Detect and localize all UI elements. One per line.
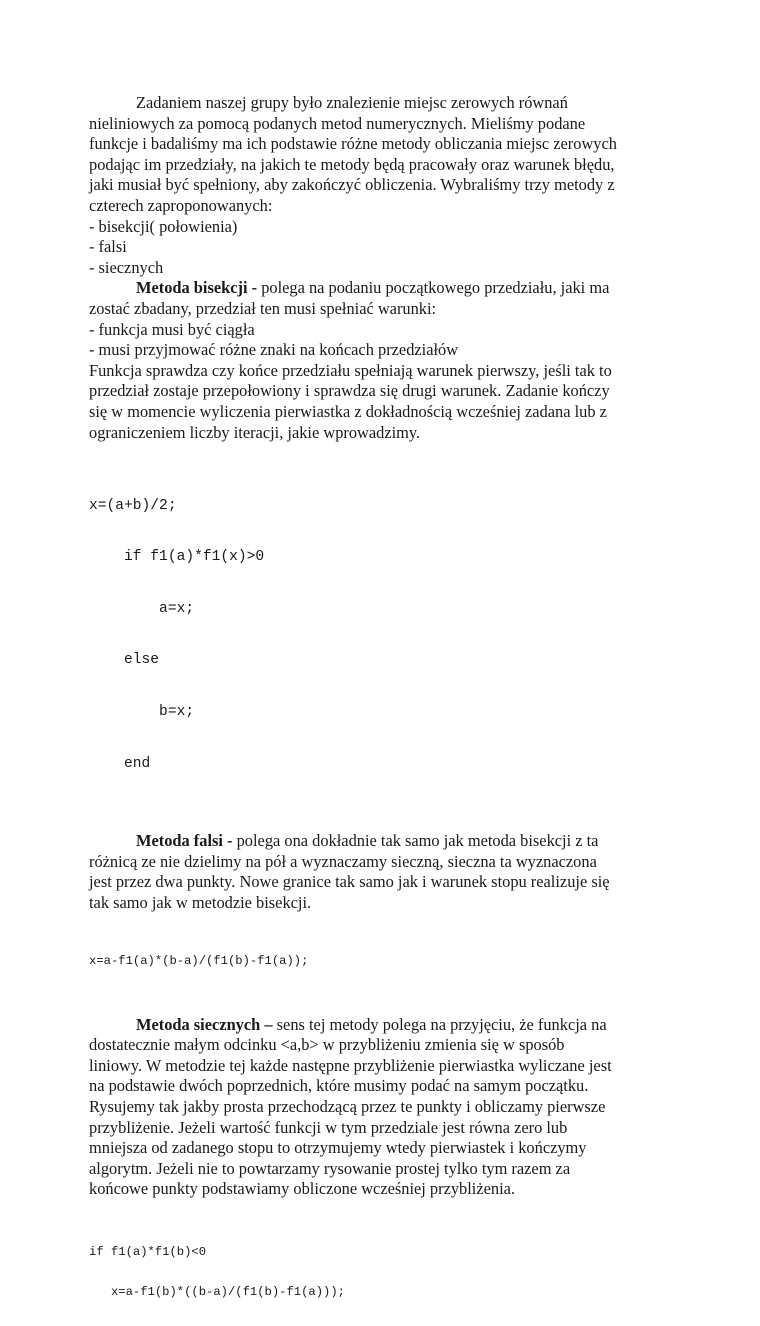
bisection-line: Funkcja sprawdza czy końce przedziału spełniają warunek pierwszy, jeśli tak to <box>89 360 612 380</box>
intro-line: funkcje i badaliśmy ma ich podstawie różne metody obliczania miejsc zerowych <box>89 134 617 154</box>
bisection-first-line-rest: polega na podaniu początkowego przedziału, jaki ma <box>257 278 610 298</box>
list-item: - falsi <box>89 237 127 257</box>
list-item: - bisekcji( połowienia) <box>89 216 238 236</box>
secant-heading-line <box>89 1015 679 1036</box>
code-line: if f1(a)*f1(b)<0 <box>89 1244 207 1259</box>
bisection-title: Metoda bisekcji - <box>136 278 258 298</box>
secant-line: przybliżenie. Jeżeli wartość funkcji w tym przedziale jest równa zero lub <box>89 1117 568 1137</box>
methods-list <box>89 217 679 279</box>
secant-line: mniejsza od zadanego stopu to otrzymujemy wtedy pierwiastek i kończymy <box>89 1138 587 1158</box>
falsi-title: Metoda falsi - <box>136 831 233 851</box>
secant-first-line-rest: sens tej metody polega na przyjęciu, że funkcja na <box>272 1014 607 1034</box>
code-line: x=a-f1(b)*((b-a)/(f1(b)-f1(a))); <box>89 1284 345 1299</box>
secant-line: dostatecznie małym odcinku <a,b> w przybliżeniu zmienia się w sposób <box>89 1035 565 1055</box>
code-line: x=a-f1(a)*(b-a)/(f1(b)-f1(a)); <box>89 954 309 969</box>
falsi-line: tak samo jak w metodzie bisekcji. <box>89 892 312 912</box>
bisection-section <box>89 278 679 443</box>
code-line: a=x; <box>89 600 195 617</box>
bisection-line: się w momencie wyliczenia pierwiastka z dokładnością wcześniej zadana lub z <box>89 401 607 421</box>
secant-title: Metoda siecznych – <box>136 1014 273 1034</box>
falsi-section <box>89 831 679 913</box>
secant-section <box>89 1015 679 1200</box>
intro-line: nieliniowych za pomocą podanych metod numerycznych. Mieliśmy podane <box>89 113 586 133</box>
code-line: b=x; <box>89 703 195 720</box>
falsi-code-block <box>89 929 679 996</box>
falsi-line: jest przez dwa punkty. Nowe granice tak samo jak i warunek stopu realizuje się <box>89 872 610 892</box>
code-line: if f1(a)*f1(x)>0 <box>89 549 265 566</box>
secant-line: liniowy. W metodzie tej każde następne przybliżenie pierwiastka wyliczane jest <box>89 1055 612 1075</box>
secant-code-block <box>89 1219 679 1326</box>
code-line: else <box>89 652 160 669</box>
code-line: x=(a+b)/2; <box>89 497 177 514</box>
falsi-first-line-rest: polega ona dokładnie tak samo jak metoda bisekcji z ta <box>232 831 599 851</box>
intro-line: podając im przedziały, na jakich te metody będą pracowały oraz warunek błędu, <box>89 154 615 174</box>
code-line: end <box>89 755 151 772</box>
bisection-heading-line <box>89 278 679 299</box>
bisection-code-block <box>89 463 679 807</box>
intro-line: czterech zaproponowanych: <box>89 195 273 215</box>
bisection-line: ograniczeniem liczby iteracji, jakie wprowadzimy. <box>89 422 421 442</box>
bisection-line: zostać zbadany, przedział ten musi spełniać warunki: <box>89 298 437 318</box>
bisection-line: przedział zostaje przepołowiony i sprawdza się drugi warunek. Zadanie kończy <box>89 381 610 401</box>
falsi-heading-line <box>89 831 679 852</box>
intro-line: jaki musiał być spełniony, aby zakończyć obliczenia. Wybraliśmy trzy metody z <box>89 175 615 195</box>
list-item: - musi przyjmować różne znaki na końcach przedziałów <box>89 340 459 360</box>
secant-line: na podstawie dwóch poprzednich, które musimy podać na samym początku. <box>89 1076 589 1096</box>
secant-line: Rysujemy tak jakby prosta przechodzącą przez te punkty i obliczamy pierwsze <box>89 1096 606 1116</box>
intro-paragraph <box>89 93 679 217</box>
list-item: - siecznych <box>89 257 164 277</box>
document-body <box>89 93 679 1326</box>
secant-line: końcowe punkty podstawiamy obliczone wcześniej przybliżenia. <box>89 1179 516 1199</box>
falsi-line: różnicą ze nie dzielimy na pół a wyznaczamy sieczną, sieczna ta wyznaczona <box>89 851 597 871</box>
intro-line: Zadaniem naszej grupy było znalezienie miejsc zerowych równań <box>136 93 568 112</box>
list-item: - funkcja musi być ciągła <box>89 319 255 339</box>
secant-line: algorytm. Jeżeli nie to powtarzamy rysowanie prostej tylko tym razem za <box>89 1158 571 1178</box>
